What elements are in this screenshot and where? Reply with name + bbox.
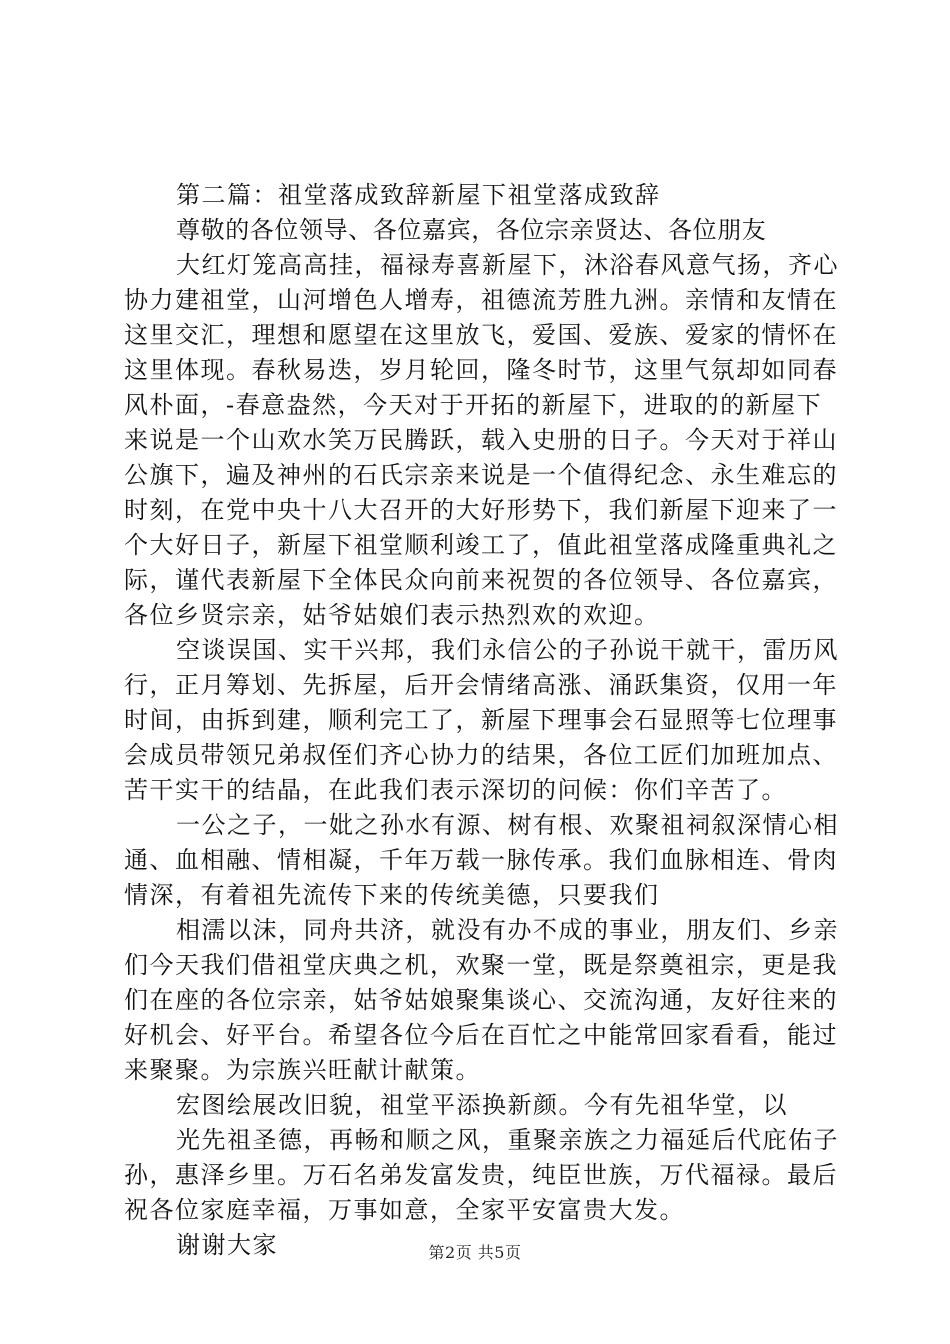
paragraph: 宏图绘展改旧貌，祖堂平添换新颜。今有先祖华堂，以: [176, 1091, 788, 1119]
section-title: 第二篇：祖堂落成致辞新屋下祖堂落成致辞: [176, 181, 661, 209]
document-body: [124, 178, 844, 1263]
page-number: 第2页 共5页: [428, 1243, 522, 1262]
salutation: 尊敬的各位领导、各位嘉宾，各位宗亲贤达、各位朋友: [176, 216, 767, 244]
closing-line: 谢谢大家: [176, 1231, 278, 1259]
paragraph: 相濡以沫，同舟共济，就没有办不成的事业，朋友们、乡亲们今天我们借祖堂庆典之机，欢聚一堂，既是祭奠祖宗，更是我们在座的各位宗亲，姑爷姑娘聚集谈心、交流沟通，友好往来的好机会、好平台。希望各位今后在百忙之中能常回家看看，能过来聚聚。为宗族兴旺献计献策。: [124, 916, 839, 1084]
paragraph: 空谈误国、实干兴邦，我们永信公的子孙说干就干，雷历风行，正月筹划、先拆屋，后开会情绪高涨、涌跃集资，仅用一年时间，由拆到建，顺利完工了，新屋下理事会石显照等七位理事会成员带领兄弟叔侄们齐心协力的结果，各位工匠们加班加点、苦干实干的结晶，在此我们表示深切的问候：你们辛苦了。: [124, 636, 839, 804]
paragraph: 大红灯笼高高挂，福禄寿喜新屋下，沐浴春风意气扬，齐心协力建祖堂，山河增色人增寿，祖德流芳胜九洲。亲情和友情在这里交汇，理想和愿望在这里放飞，爱国、爱族、爱家的情怀在这里体现。春秋易迭，岁月轮回，隆冬时节，这里气氛却如同春风朴面，-春意盎然，今天对于开拓的新屋下，进取的的新屋下来说是一个山欢水笑万民腾跃，载入史册的日子。今天对于祥山公旗下，遍及神州的石氏宗亲来说是一个值得纪念、永生难忘的时刻，在党中央十八大召开的大好形势下，我们新屋下迎来了一个大好日子，新屋下祖堂顺利竣工了，值此祖堂落成隆重典礼之际，谨代表新屋下全体民众向前来祝贺的各位领导、各位嘉宾，各位乡贤宗亲，姑爷姑娘们表示热烈欢的欢迎。: [124, 251, 839, 629]
paragraph: 光先祖圣德，再畅和顺之风，重聚亲族之力福延后代庇佑子孙，惠泽乡里。万石名弟发富发贵，纯臣世族，万代福禄。最后祝各位家庭幸福，万事如意，全家平安富贵大发。: [124, 1126, 839, 1224]
paragraph: 一公之子，一妣之孙水有源、树有根、欢聚祖祠叙深情心相通、血相融、情相凝，千年万载一脉传承。我们血脉相连、骨肉情深，有着祖先流传下来的传统美德，只要我们: [124, 811, 839, 909]
